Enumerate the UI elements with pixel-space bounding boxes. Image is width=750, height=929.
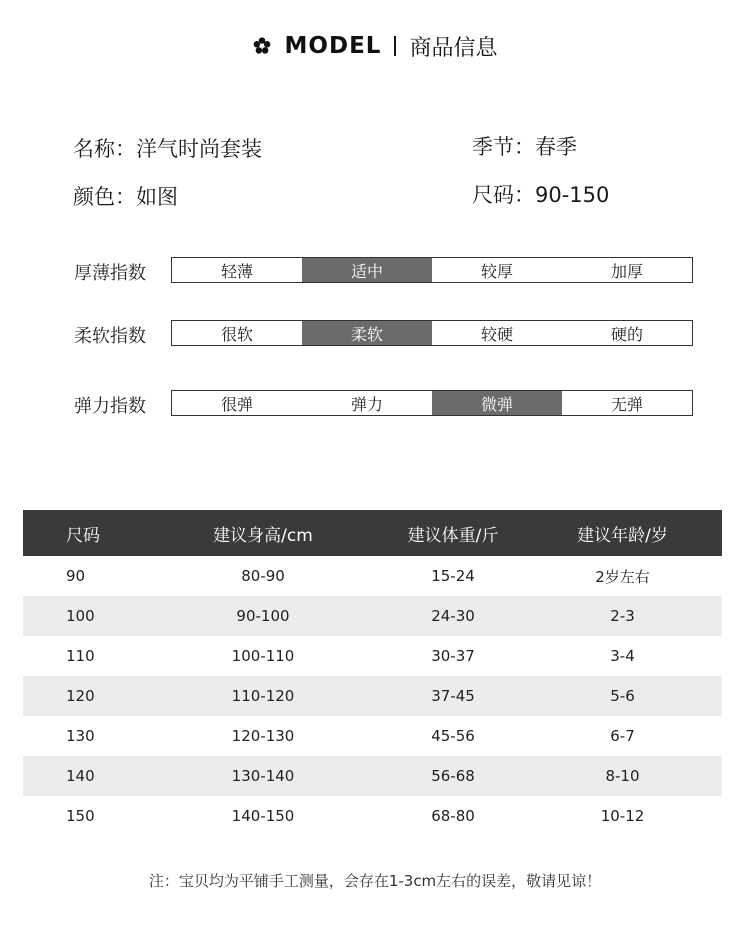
table-cell: 2岁左右 — [595, 567, 650, 586]
table-cell: 37-45 — [431, 687, 475, 705]
size-table — [23, 510, 722, 836]
product-size: 尺码：90-150 — [472, 183, 610, 207]
page-subtitle: 商品信息 — [409, 35, 498, 61]
table-row — [23, 676, 722, 716]
column-header-age: 建议年龄/岁 — [577, 525, 668, 546]
elasticity-option: 很弹 — [220, 394, 253, 414]
table-cell: 30-37 — [431, 647, 475, 665]
table-cell: 100 — [66, 607, 95, 625]
table-cell: 68-80 — [431, 807, 475, 825]
thickness-option: 较厚 — [480, 261, 513, 281]
table-cell: 90 — [66, 567, 86, 585]
header-divider — [394, 36, 396, 56]
measurement-note: 注：宝贝均为平铺手工测量，会存在1-3cm左右的误差，敬请见谅！ — [148, 872, 602, 890]
elasticity-label: 弹力指数 — [74, 396, 146, 417]
table-cell: 140 — [66, 767, 95, 785]
table-cell: 15-24 — [431, 567, 475, 585]
table-cell: 6-7 — [610, 727, 635, 745]
thickness-option: 轻薄 — [220, 261, 253, 281]
table-row — [23, 756, 722, 796]
softness-option: 柔软 — [302, 321, 432, 345]
table-cell: 5-6 — [610, 687, 635, 705]
column-header-height: 建议身高/cm — [213, 525, 313, 546]
product-name: 名称：洋气时尚套装 — [73, 137, 262, 161]
softness-label: 柔软指数 — [74, 326, 146, 347]
table-row — [23, 796, 722, 836]
table-row — [23, 636, 722, 676]
elasticity-scale — [171, 390, 693, 416]
product-color: 颜色：如图 — [73, 185, 178, 209]
thickness-option: 适中 — [302, 258, 432, 282]
table-cell: 8-10 — [605, 767, 640, 785]
table-row — [23, 716, 722, 756]
softness-option: 较硬 — [480, 324, 513, 344]
elasticity-option: 微弹 — [432, 391, 562, 415]
table-cell: 24-30 — [431, 607, 475, 625]
table-cell: 90-100 — [236, 607, 290, 625]
flower-icon — [253, 37, 271, 55]
table-cell: 3-4 — [610, 647, 635, 665]
softness-scale — [171, 320, 693, 346]
table-cell: 56-68 — [431, 767, 475, 785]
page-header — [0, 28, 750, 64]
brand-title: MODEL — [284, 33, 382, 59]
table-cell: 130-140 — [231, 767, 295, 785]
table-cell: 100-110 — [231, 647, 295, 665]
table-cell: 140-150 — [231, 807, 295, 825]
product-season: 季节：春季 — [472, 135, 577, 159]
thickness-label: 厚薄指数 — [74, 263, 146, 284]
thickness-option: 加厚 — [610, 261, 643, 281]
softness-option: 硬的 — [610, 324, 643, 344]
elasticity-option: 无弹 — [610, 394, 643, 414]
column-header-size: 尺码 — [66, 525, 100, 546]
column-header-weight: 建议体重/斤 — [407, 525, 499, 546]
table-cell: 10-12 — [600, 807, 645, 825]
table-cell: 120 — [66, 687, 95, 705]
table-cell: 110 — [66, 647, 95, 665]
table-header — [23, 510, 722, 556]
table-cell: 110-120 — [231, 687, 295, 705]
table-cell: 80-90 — [241, 567, 285, 585]
table-cell: 130 — [66, 727, 95, 745]
table-row — [23, 596, 722, 636]
table-cell: 150 — [66, 807, 95, 825]
elasticity-option: 弹力 — [350, 394, 383, 414]
table-row — [23, 556, 722, 596]
table-cell: 45-56 — [431, 727, 475, 745]
thickness-scale — [171, 257, 693, 283]
table-cell: 2-3 — [610, 607, 635, 625]
table-cell: 120-130 — [231, 727, 295, 745]
softness-option: 很软 — [220, 324, 253, 344]
